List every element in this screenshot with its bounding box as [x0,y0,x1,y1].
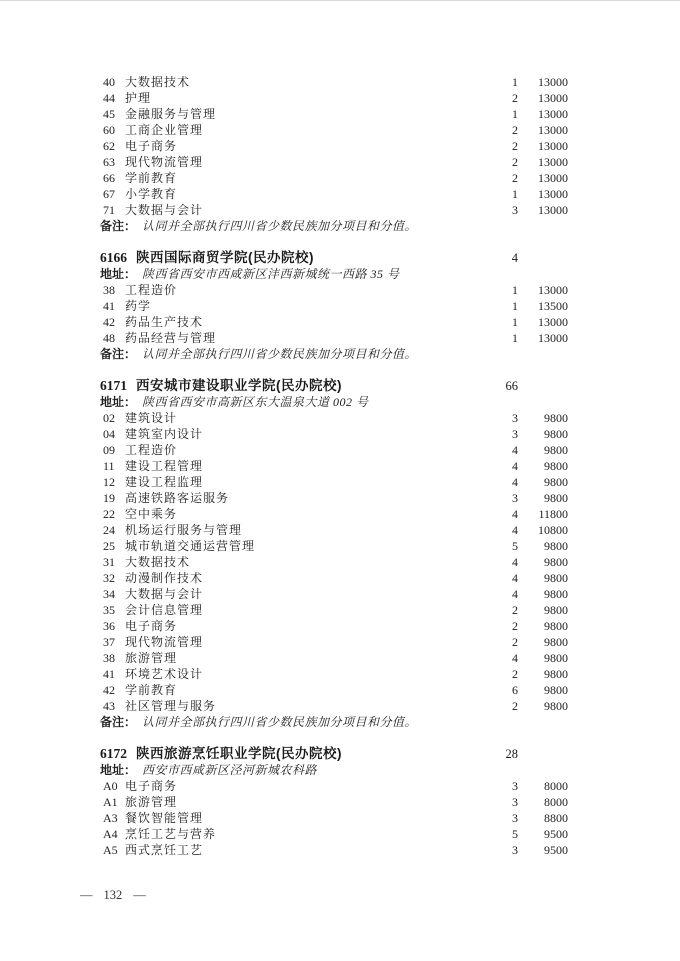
major-tuition: 13000 [538,75,568,89]
major-quota: 5 [512,539,518,553]
major-row [100,410,568,426]
major-name: 建设工程监理 [125,475,204,489]
major-row [100,490,568,506]
major-quota: 4 [512,443,518,457]
institution-name: 陕西国际商贸学院(民办院校) [136,250,314,265]
major-name: 西式烹饪工艺 [125,843,204,857]
major-row [100,138,568,154]
major-name: 学前教育 [125,683,178,697]
major-quota: 4 [512,571,518,585]
institution-quota: 4 [511,251,518,265]
address-text: 西安市西咸新区泾河新城农科路 [142,763,318,777]
major-quota: 3 [512,427,518,441]
major-tuition: 9800 [544,667,568,681]
remark-label: 备注： [100,347,137,361]
major-name: 建设工程管理 [125,459,204,473]
major-tuition: 8800 [544,811,568,825]
institution-quota: 66 [505,379,518,393]
major-tuition: 8000 [544,795,568,809]
remark-line [100,346,568,362]
major-tuition: 13000 [538,203,568,217]
major-quota: 2 [512,155,518,169]
major-tuition: 13500 [538,299,568,313]
major-code: 37 [103,635,115,649]
major-code: 25 [103,539,115,553]
major-code: 66 [103,171,115,185]
major-code: 09 [103,443,115,457]
major-quota: 3 [512,811,518,825]
major-quota: 4 [512,475,518,489]
major-tuition: 13000 [538,171,568,185]
major-quota: 3 [512,411,518,425]
major-tuition: 9800 [544,699,568,713]
major-code: 35 [103,603,115,617]
institution-quota: 28 [505,747,518,761]
major-code: 43 [103,699,115,713]
major-tuition: 10800 [538,523,568,537]
major-row [100,106,568,122]
major-row [100,682,568,698]
major-code: 42 [103,683,115,697]
major-row [100,826,568,842]
major-code: 41 [103,667,115,681]
major-row [100,330,568,346]
major-tuition: 13000 [538,283,568,297]
major-code: 24 [103,523,115,537]
major-name: 建筑室内设计 [125,427,204,441]
major-code: 45 [103,107,115,121]
institution-section [100,746,568,858]
institution-code: 6166 [100,250,127,265]
major-tuition: 9800 [544,603,568,617]
major-quota: 4 [512,555,518,569]
major-code: 40 [103,75,115,89]
major-row [100,602,568,618]
major-row [100,794,568,810]
major-name: 大数据技术 [125,555,191,569]
major-code: A1 [103,795,118,809]
major-code: A0 [103,779,118,793]
major-row [100,570,568,586]
page-number: 132 [103,888,123,902]
major-quota: 1 [512,299,518,313]
major-name: 环境艺术设计 [125,667,204,681]
major-code: 63 [103,155,115,169]
major-row [100,170,568,186]
major-name: 会计信息管理 [125,603,204,617]
major-name: 建筑设计 [125,411,178,425]
address-text: 陕西省西安市西咸新区沣西新城统一西路 35 号 [142,267,400,281]
major-tuition: 9800 [544,475,568,489]
major-code: 02 [103,411,115,425]
major-quota: 1 [512,315,518,329]
major-quota: 4 [512,651,518,665]
major-name: 机场运行服务与管理 [125,523,243,537]
major-row [100,554,568,570]
major-quota: 4 [512,459,518,473]
major-name: 电子商务 [125,139,178,153]
major-tuition: 13000 [538,91,568,105]
major-code: 11 [103,459,115,473]
remark-text: 认同并全部执行四川省少数民族加分项目和分值。 [142,347,418,361]
major-quota: 2 [512,635,518,649]
major-quota: 4 [512,523,518,537]
major-code: 32 [103,571,115,585]
major-name: 药品经营与管理 [125,331,217,345]
major-code: 67 [103,187,115,201]
major-quota: 5 [512,827,518,841]
major-name: 大数据与会计 [125,587,204,601]
institution-name: 西安城市建设职业学院(民办院校) [136,378,342,393]
major-quota: 3 [512,203,518,217]
major-name: 药品生产技术 [125,315,204,329]
major-code: 04 [103,427,115,441]
major-name: 烹饪工艺与营养 [125,827,217,841]
institution-header [100,250,568,266]
major-row [100,586,568,602]
major-row [100,442,568,458]
major-row [100,810,568,826]
major-quota: 2 [512,699,518,713]
institution-code: 6172 [100,746,127,761]
major-quota: 2 [512,171,518,185]
major-tuition: 13000 [538,331,568,345]
remark-text: 认同并全部执行四川省少数民族加分项目和分值。 [142,715,418,729]
institution-header [100,746,568,762]
major-code: 31 [103,555,115,569]
major-quota: 4 [512,587,518,601]
major-code: 36 [103,619,115,633]
footer-right-dash: — [133,888,146,902]
major-name: 药学 [125,299,152,313]
major-tuition: 9800 [544,555,568,569]
major-tuition: 9800 [544,587,568,601]
major-quota: 2 [512,603,518,617]
major-name: 空中乘务 [125,507,178,521]
major-quota: 1 [512,107,518,121]
major-row [100,426,568,442]
major-name: 大数据与会计 [125,203,204,217]
major-code: 34 [103,587,115,601]
major-code: 62 [103,139,115,153]
major-tuition: 13000 [538,155,568,169]
major-row [100,522,568,538]
page-footer [80,888,146,903]
major-tuition: 13000 [538,187,568,201]
major-quota: 6 [512,683,518,697]
footer-left-dash: — [80,888,93,902]
major-quota: 2 [512,123,518,137]
major-row [100,618,568,634]
major-tuition: 9800 [544,651,568,665]
major-row [100,74,568,90]
major-quota: 3 [512,779,518,793]
major-row [100,90,568,106]
major-quota: 3 [512,843,518,857]
major-quota: 1 [512,283,518,297]
major-tuition: 9800 [544,571,568,585]
address-line [100,762,568,778]
address-label: 地址： [100,395,137,409]
major-code: 22 [103,507,115,521]
major-tuition: 9800 [544,539,568,553]
major-code: 38 [103,283,115,297]
major-tuition: 9800 [544,683,568,697]
major-quota: 4 [512,507,518,521]
major-name: 动漫制作技术 [125,571,204,585]
major-tuition: 13000 [538,139,568,153]
address-label: 地址： [100,267,137,281]
remark-line [100,714,568,730]
major-tuition: 11800 [538,507,568,521]
major-quota: 2 [512,619,518,633]
remark-text: 认同并全部执行四川省少数民族加分项目和分值。 [142,219,418,233]
address-text: 陕西省西安市高新区东大温泉大道 002 号 [142,395,369,409]
major-quota: 3 [512,491,518,505]
institution-header [100,378,568,394]
address-line [100,266,568,282]
major-row [100,778,568,794]
remark-label: 备注： [100,715,137,729]
major-tuition: 9800 [544,427,568,441]
major-tuition: 9500 [544,843,568,857]
major-tuition: 13000 [538,107,568,121]
major-quota: 2 [512,91,518,105]
major-code: 12 [103,475,115,489]
major-code: 41 [103,299,115,313]
major-tuition: 9500 [544,827,568,841]
major-name: 金融服务与管理 [125,107,217,121]
major-name: 大数据技术 [125,75,191,89]
major-name: 小学教育 [125,187,178,201]
major-row [100,698,568,714]
major-row [100,314,568,330]
major-name: 高速铁路客运服务 [125,491,230,505]
institution-section [100,378,568,730]
major-row [100,298,568,314]
major-tuition: 9800 [544,491,568,505]
major-code: 42 [103,315,115,329]
major-tuition: 13000 [538,315,568,329]
major-row [100,122,568,138]
major-name: 学前教育 [125,171,178,185]
address-line [100,394,568,410]
major-code: 38 [103,651,115,665]
remark-label: 备注： [100,219,137,233]
major-row [100,474,568,490]
major-name: 城市轨道交通运营管理 [125,539,256,553]
major-code: 48 [103,331,115,345]
major-quota: 2 [512,139,518,153]
major-tuition: 9800 [544,459,568,473]
major-name: 现代物流管理 [125,635,204,649]
address-label: 地址： [100,763,137,777]
major-row [100,634,568,650]
major-code: A4 [103,827,118,841]
major-tuition: 8000 [544,779,568,793]
major-name: 社区管理与服务 [125,699,217,713]
major-row [100,650,568,666]
major-tuition: 9800 [544,443,568,457]
major-name: 旅游管理 [125,795,178,809]
major-quota: 1 [512,331,518,345]
institution-section [100,74,568,234]
major-row [100,154,568,170]
institution-code: 6171 [100,378,127,393]
major-row [100,538,568,554]
institution-name: 陕西旅游烹饪职业学院(民办院校) [136,746,342,761]
major-tuition: 9800 [544,411,568,425]
major-quota: 2 [512,667,518,681]
major-row [100,506,568,522]
major-row [100,842,568,858]
major-row [100,666,568,682]
major-tuition: 13000 [538,123,568,137]
major-tuition: 9800 [544,635,568,649]
major-name: 工商企业管理 [125,123,204,137]
major-code: 19 [103,491,115,505]
major-row [100,202,568,218]
major-name: 餐饮智能管理 [125,811,204,825]
major-row [100,282,568,298]
major-name: 旅游管理 [125,651,178,665]
major-code: 71 [103,203,115,217]
major-code: A5 [103,843,118,857]
major-name: 护理 [125,91,152,105]
major-name: 工程造价 [125,443,178,457]
major-quota: 3 [512,795,518,809]
major-code: 44 [103,91,115,105]
major-name: 电子商务 [125,779,178,793]
major-quota: 1 [512,187,518,201]
institution-section [100,250,568,362]
major-name: 现代物流管理 [125,155,204,169]
remark-line [100,218,568,234]
major-name: 电子商务 [125,619,178,633]
major-quota: 1 [512,75,518,89]
major-tuition: 9800 [544,619,568,633]
major-name: 工程造价 [125,283,178,297]
major-code: A3 [103,811,118,825]
major-row [100,458,568,474]
page-top-edge [0,0,680,1]
major-code: 60 [103,123,115,137]
document-body [100,74,568,858]
major-row [100,186,568,202]
